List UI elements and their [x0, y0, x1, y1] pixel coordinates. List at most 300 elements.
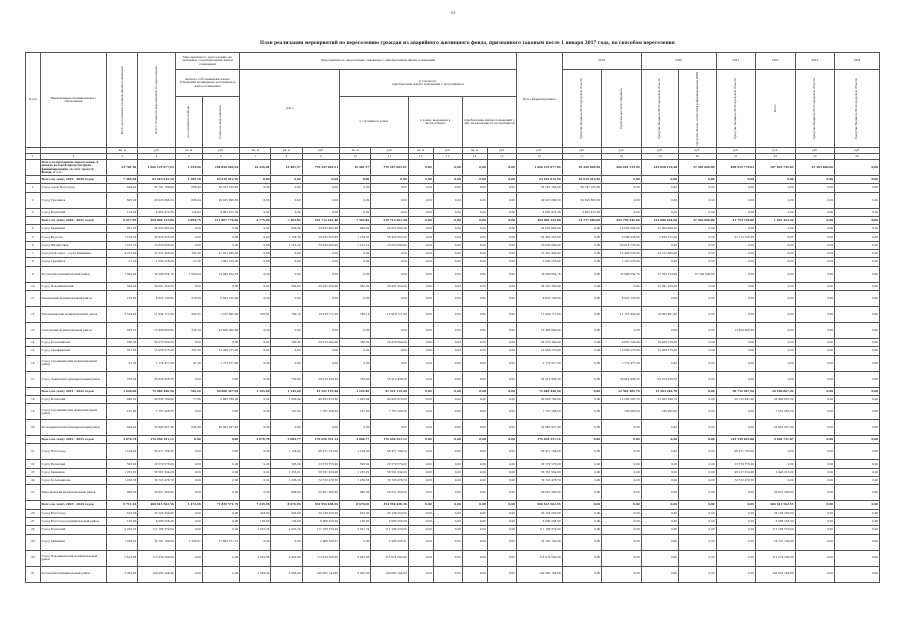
cell-no: 17: [26, 371, 41, 387]
cell-value: 0,00: [602, 526, 642, 534]
cell-value: 0,00: [271, 534, 302, 550]
cell-value: 0,00: [641, 526, 678, 534]
cell-value: 0,00: [240, 347, 271, 355]
cell-value: 56 581 934,00: [371, 468, 408, 476]
cell-value: 29 270 300,00: [516, 338, 562, 346]
cell-value: 1 666 125 077,03: [138, 160, 175, 176]
cell-no: 29: [26, 534, 41, 550]
cell-value: 66 471 704,00: [302, 444, 339, 460]
cell-no: 6: [26, 241, 41, 249]
cell-value: 219,80: [107, 290, 138, 306]
cell-value: 0,00: [795, 526, 835, 534]
cell-value: 111 807 776,66: [202, 216, 239, 224]
cell-value: 20 128 250,00: [302, 509, 339, 517]
cell-value: 0,00: [487, 266, 516, 282]
cell-value: 0,00: [408, 477, 433, 485]
cell-value: 0,00: [433, 233, 462, 241]
cell-value: 176 656 351,12: [138, 436, 175, 444]
cell-value: 968,00: [271, 485, 302, 501]
cell-value: 0,00: [202, 241, 239, 249]
cell-value: 34 625 862,00: [138, 225, 175, 233]
cell-value: 39 591 350,00: [138, 282, 175, 290]
cell-value: 0,00: [756, 347, 796, 355]
cell-value: 0,00: [716, 225, 756, 233]
cell-value: 56 741 169,00: [202, 184, 239, 192]
col-2024: Средства бюджета Волгоградской области: [835, 70, 880, 148]
cell-value: 147,00: [271, 404, 302, 420]
cell-value: 0,00: [462, 460, 487, 468]
cell-value: 39 591 350,00: [302, 282, 339, 290]
cell-value: 354 994 438,36: [371, 501, 408, 509]
cell-value: 0,00: [487, 192, 516, 208]
cell-value: 593,00: [340, 460, 371, 468]
cell-value: 20 943 927,40: [756, 420, 796, 436]
cell-value: 0,00: [756, 192, 796, 208]
cell-value: 147,00: [340, 404, 371, 420]
cell-value: 12 563 246,70: [641, 387, 678, 395]
cell-value: 562,00: [107, 282, 138, 290]
cell-value: 0,00: [756, 233, 796, 241]
cell-value: 0,00: [795, 176, 835, 184]
cell-value: 0,00: [202, 444, 239, 460]
cell-value: 337,20: [175, 347, 202, 355]
cell-value: 0,00: [433, 306, 462, 322]
cell-value: 0,00: [487, 306, 516, 322]
cell-value: 0,00: [562, 444, 602, 460]
cell-value: 0,00: [487, 250, 516, 258]
cell-value: 66 471 704,00: [716, 444, 756, 460]
cell-value: 0,00: [679, 420, 716, 436]
column-number: 10: [340, 154, 371, 160]
cell-value: 0,00: [371, 266, 408, 282]
table-row: [26, 501, 880, 509]
cell-value: 20 943 927,40: [138, 420, 175, 436]
cell-value: 176 656 351,12: [371, 436, 408, 444]
cell-value: 0,00: [271, 208, 302, 216]
cell-value: 0,00: [835, 322, 880, 338]
cell-value: 0,00: [433, 550, 462, 566]
cell-value: 423,00: [340, 509, 371, 517]
cell-value: 0,00: [408, 290, 433, 306]
cell-value: 0,00: [462, 282, 487, 290]
cell-value: 72 489 446,50: [516, 387, 562, 395]
cell-value: 0,00: [679, 338, 716, 346]
column-number: 12: [408, 154, 433, 160]
cell-value: 0,00: [562, 250, 602, 258]
cell-value: 0,00: [602, 184, 642, 192]
cell-value: 0,00: [462, 468, 487, 476]
cell-value: 0,00: [795, 477, 835, 485]
cell-value: 2 422,86: [271, 550, 302, 566]
cell-value: 0,00: [240, 258, 271, 266]
cell-value: 19 408 776,00: [641, 338, 678, 346]
cell-municipality: Город Урюпинск: [40, 258, 107, 266]
cell-value: 1 774 477,00: [516, 355, 562, 371]
cell-value: 0,00: [462, 208, 487, 216]
cell-value: 0,00: [340, 322, 371, 338]
cell-value: 16 481,57: [340, 160, 371, 176]
cell-value: 0,00: [487, 550, 516, 566]
cell-value: 0,00: [175, 436, 202, 444]
cell-value: 0,00: [756, 355, 796, 371]
table-row: [26, 566, 880, 582]
cell-value: 113 074 500,00: [516, 550, 562, 566]
year-2024: 2024: [835, 53, 880, 70]
cell-value: 0,00: [302, 420, 339, 436]
cell-value: 12 562 385,70: [602, 387, 642, 395]
cell-municipality: Котовский муниципальный район: [40, 266, 107, 282]
cell-value: 0,00: [835, 233, 880, 241]
cell-value: 0,00: [433, 395, 462, 403]
cell-value: 0,00: [716, 420, 756, 436]
cell-value: 3 062,00: [107, 566, 138, 582]
cell-value: 991,25: [107, 225, 138, 233]
cell-value: 113 074 500,00: [302, 550, 339, 566]
table-row: [26, 192, 880, 208]
cell-value: 0,00: [371, 184, 408, 192]
cell-value: 0,00: [271, 420, 302, 436]
cell-value: 0,00: [462, 176, 487, 184]
table-row: [26, 290, 880, 306]
cell-value: 0,00: [408, 266, 433, 282]
cell-municipality: Город Новоаннинский муниципальный район: [40, 550, 107, 566]
cell-value: 0,00: [371, 322, 408, 338]
cell-value: 0,00: [487, 404, 516, 420]
cell-value: 0,00: [462, 355, 487, 371]
cell-value: 0,00: [795, 241, 835, 249]
cell-no: 31: [26, 566, 41, 582]
cell-value: 16 481,57: [271, 160, 302, 176]
cell-value: 13 058 275,00: [602, 347, 642, 355]
cell-value: 695,24: [107, 192, 138, 208]
cell-value: 0,00: [602, 176, 642, 184]
cell-value: 0,00: [408, 509, 433, 517]
cell-municipality: Город Волжский: [40, 460, 107, 468]
cell-value: 219 712 261,48: [371, 216, 408, 224]
cell-value: 145 906,00: [641, 404, 678, 420]
cell-value: 1 774 477,00: [202, 355, 239, 371]
cell-value: 0,00: [835, 436, 880, 444]
cell-value: 0,00: [462, 517, 487, 525]
cell-value: 0,00: [835, 290, 880, 306]
year-2021: 2021: [716, 53, 756, 70]
cell-municipality: Город Волжский: [40, 526, 107, 534]
cell-value: 0,00: [562, 387, 602, 395]
cell-value: 20 128 250,00: [138, 509, 175, 517]
cell-value: 0,00: [679, 225, 716, 233]
cell-value: 0,00: [371, 192, 408, 208]
cell-value: 0,00: [795, 338, 835, 346]
cell-value: 0,00: [175, 509, 202, 517]
col-building: в строящихся домах: [340, 97, 409, 148]
cell-value: 2 443 313,00: [756, 468, 796, 476]
cell-value: 74 791 100,00: [756, 534, 796, 550]
cell-value: 0,00: [462, 477, 487, 485]
cell-value: 0,00: [756, 176, 796, 184]
col-cost-1: стоимость мероприятий: [202, 97, 239, 148]
cell-value: 56 581 934,00: [138, 468, 175, 476]
cell-value: 0,00: [716, 258, 756, 266]
cell-value: 252 750 546,00: [602, 216, 642, 224]
cell-municipality: Нехаевский муниципальный район: [40, 290, 107, 306]
cell-value: 0,00: [562, 233, 602, 241]
cell-value: 0,00: [302, 258, 339, 266]
cell-value: 14 717 680,00: [562, 216, 602, 224]
cell-value: 0,00: [408, 225, 433, 233]
cell-value: 0,00: [795, 282, 835, 290]
cell-value: 0,00: [602, 208, 642, 216]
table-row: [26, 436, 880, 444]
cell-value: 1 154,30: [271, 233, 302, 241]
cell-value: 0,00: [302, 184, 339, 192]
cell-value: 0,00: [271, 258, 302, 266]
cell-value: 41 713 736,00: [716, 233, 756, 241]
cell-value: 0,00: [340, 420, 371, 436]
cell-no: 1: [26, 184, 41, 192]
group-incl: в том числе: приобретение жилых помещений у застройщиков: [340, 70, 517, 97]
cell-value: 0,00: [679, 444, 716, 460]
cell-value: 0,00: [433, 387, 462, 395]
cell-value: 0,00: [835, 216, 880, 224]
cell-value: 1 005,64: [340, 395, 371, 403]
cell-value: 7 385,04: [107, 176, 138, 184]
cell-value: 0,00: [602, 460, 642, 468]
cell-value: 0,00: [408, 306, 433, 322]
cell-value: 140 062 144,80: [756, 566, 796, 582]
cell-no: 2: [26, 192, 41, 208]
cell-value: 0,00: [795, 550, 835, 566]
cell-value: 0,00: [602, 501, 642, 509]
cell-value: 40 925 972,60: [371, 395, 408, 403]
cell-value: 0,00: [487, 322, 516, 338]
cell-value: 0,00: [487, 534, 516, 550]
cell-value: 0,00: [795, 468, 835, 476]
cell-value: 0,00: [462, 184, 487, 192]
cell-value: 0,00: [202, 509, 239, 517]
cell-value: 0,00: [240, 208, 271, 216]
cell-no: 18: [26, 395, 41, 403]
cell-municipality: Город Котельниково: [40, 338, 107, 346]
column-number: 5: [175, 154, 202, 160]
cell-value: 63 619 612,50: [516, 176, 562, 184]
cell-value: 56 455 355,60: [302, 233, 339, 241]
cell-municipality: Всего по этапу 2021 - 2022 годов: [40, 387, 107, 395]
cell-value: 0,00: [433, 192, 462, 208]
cell-value: 0,00: [835, 526, 880, 534]
cell-value: 50 851 380,00: [138, 485, 175, 501]
cell-value: 0,00: [408, 526, 433, 534]
cell-value: 28 919 436,50: [302, 371, 339, 387]
cell-value: 11 934 771,00: [516, 306, 562, 322]
table-row: [26, 282, 880, 290]
cell-value: 0,00: [562, 395, 602, 403]
cell-value: 0,00: [562, 347, 602, 355]
cell-value: 1 002 276,00: [138, 258, 175, 266]
cell-value: 3 078,78: [107, 436, 138, 444]
cell-value: 1 002 276,00: [202, 258, 239, 266]
table-row: [26, 477, 880, 485]
cell-value: 0,00: [602, 192, 642, 208]
cell-value: 0,00: [462, 241, 487, 249]
document-title: План реализации мероприятий по переселению граждан из аварийного жилищного фонда, признанного таковым после 1 января 2017 года, по способам переселения: [260, 40, 675, 45]
cell-value: 47,30: [175, 355, 202, 371]
cell-value: 1 005,64: [271, 395, 302, 403]
table-row: [26, 250, 880, 258]
cell-value: 0,00: [641, 501, 678, 509]
cell-value: 0,00: [602, 420, 642, 436]
cell-value: 50 851 380,00: [302, 485, 339, 501]
cell-value: 0,00: [716, 250, 756, 258]
cell-value: 70 620 000,00: [302, 241, 339, 249]
cell-value: 0,00: [340, 347, 371, 355]
cell-value: 23 579 576,00: [302, 460, 339, 468]
cell-value: 0,00: [795, 404, 835, 420]
cell-municipality: Городской округ - город Камышин: [40, 250, 107, 258]
cell-value: 1 236,56: [340, 477, 371, 485]
cell-value: 0,00: [641, 477, 678, 485]
cell-value: 0,00: [408, 355, 433, 371]
cell-value: 0,00: [641, 192, 678, 208]
cell-value: 0,00: [562, 517, 602, 525]
cell-value: 20 128 250,00: [371, 509, 408, 517]
cell-value: 0,00: [433, 322, 462, 338]
cell-value: 0,00: [716, 208, 756, 216]
group-total: всего: [240, 70, 340, 148]
cell-value: 0,00: [202, 517, 239, 525]
cell-value: 0,00: [240, 322, 271, 338]
cell-value: 71 884 571,79: [202, 534, 239, 550]
cell-value: 423,00: [107, 509, 138, 517]
cell-value: 0,00: [340, 176, 371, 184]
cell-value: 0,00: [340, 258, 371, 266]
cell-value: 74 791 100,00: [138, 534, 175, 550]
cell-value: 333,10: [175, 322, 202, 338]
cell-value: 23 579 576,00: [138, 460, 175, 468]
table-row: [26, 347, 880, 355]
cell-value: 0,00: [679, 241, 716, 249]
cell-value: 0,00: [679, 468, 716, 476]
cell-value: 74 723 478,70: [516, 477, 562, 485]
cell-value: 4 863 472,56: [516, 208, 562, 216]
group-compensation: выплата собственникам жилых помещений возмещения за изымаемое жилое помещение: [175, 70, 239, 97]
cell-value: 41 793 736,00: [716, 216, 756, 224]
cell-value: 0,00: [835, 338, 880, 346]
cell-municipality: Город Суровикинский муниципальный район: [40, 404, 107, 420]
cell-value: 0,00: [240, 290, 271, 306]
cell-value: 3 062,00: [340, 566, 371, 582]
cell-value: 0,00: [679, 233, 716, 241]
cell-value: 0,00: [716, 338, 756, 346]
cell-value: 50 851 380,00: [756, 485, 796, 501]
cell-value: 0,00: [408, 233, 433, 241]
cell-value: 0,00: [408, 250, 433, 258]
cell-value: 0,00: [433, 477, 462, 485]
cell-value: 3 084,77: [271, 436, 302, 444]
col-mo: Наименование муниципального образования: [40, 53, 107, 148]
cell-value: 0,00: [641, 258, 678, 266]
cell-value: 0,00: [462, 550, 487, 566]
cell-value: 23 781,36: [107, 160, 138, 176]
year-2020: 2020: [641, 53, 716, 70]
column-number: 20: [679, 154, 716, 160]
cell-value: 0,00: [562, 241, 602, 249]
cell-value: 0,00: [175, 550, 202, 566]
cell-value: 103 065,00: [602, 404, 642, 420]
cell-value: 0,00: [408, 460, 433, 468]
cell-value: 0,00: [795, 485, 835, 501]
cell-value: 0,00: [679, 250, 716, 258]
cell-value: 0,00: [175, 233, 202, 241]
year-2023: 2023: [795, 53, 835, 70]
cell-value: 0,00: [716, 266, 756, 282]
cell-value: 0,00: [716, 306, 756, 322]
col-2020-total: Средства бюджета Волгоградской области: [641, 70, 678, 148]
cell-value: 0,00: [408, 176, 433, 184]
cell-municipality: Город Камышин: [40, 534, 107, 550]
cell-value: 0,00: [795, 192, 835, 208]
cell-value: 770 247 065,61: [302, 160, 339, 176]
cell-value: 0,00: [240, 225, 271, 233]
cell-value: 0,00: [835, 420, 880, 436]
cell-value: 0,00: [756, 282, 796, 290]
cell-value: 0,00: [835, 250, 880, 258]
cell-value: 0,00: [795, 501, 835, 509]
cell-value: 1 145,40: [271, 387, 302, 395]
cell-value: 114,92: [175, 208, 202, 216]
cell-value: 0,00: [202, 371, 239, 387]
cell-value: 34 625 862,00: [302, 225, 339, 233]
cell-value: 111 188 379,00: [302, 526, 339, 534]
cell-no: 26: [26, 509, 41, 517]
cell-value: 0,00: [835, 241, 880, 249]
cell-value: 37 783 154,90: [641, 266, 678, 282]
column-number: 16: [516, 154, 562, 160]
cell-value: 0,00: [679, 184, 716, 192]
cell-value: 0,00: [433, 250, 462, 258]
cell-value: 780,30: [107, 338, 138, 346]
table-row: [26, 338, 880, 346]
cell-value: 0,00: [835, 509, 880, 517]
col-2021: Средства бюджета Волгоградской области: [716, 70, 756, 148]
cell-value: 0,00: [679, 347, 716, 355]
table-row: [26, 460, 880, 468]
cell-value: 0,00: [408, 216, 433, 224]
cell-value: 113 074 500,00: [371, 550, 408, 566]
cell-value: 0,00: [240, 184, 271, 192]
cell-value: 0,00: [271, 290, 302, 306]
cell-value: 0,00: [487, 468, 516, 476]
cell-value: 20 752 947,90: [716, 395, 756, 403]
cell-no: 16: [26, 355, 41, 371]
cell-value: 0,00: [835, 266, 880, 282]
cell-value: 29 270 300,00: [371, 338, 408, 346]
cell-value: 3 084,77: [340, 436, 371, 444]
cell-municipality: Новоаннинский муниципальный район: [40, 306, 107, 322]
cell-value: 74 791 100,00: [516, 534, 562, 550]
cell-value: 0,00: [271, 176, 302, 184]
cell-value: 39 591 350,00: [371, 282, 408, 290]
cell-value: 71 839 571,79: [202, 501, 239, 509]
cell-value: 0,00: [641, 485, 678, 501]
cell-value: 0,00: [462, 526, 487, 534]
cell-value: 0,00: [371, 290, 408, 306]
cell-value: 1 002 276,00: [516, 258, 562, 266]
cell-value: 0,00: [835, 395, 880, 403]
cell-value: 593,00: [271, 460, 302, 468]
cell-value: 2 456 271,00: [641, 233, 678, 241]
cell-value: 0,00: [716, 509, 756, 517]
cell-value: 0,00: [795, 395, 835, 403]
